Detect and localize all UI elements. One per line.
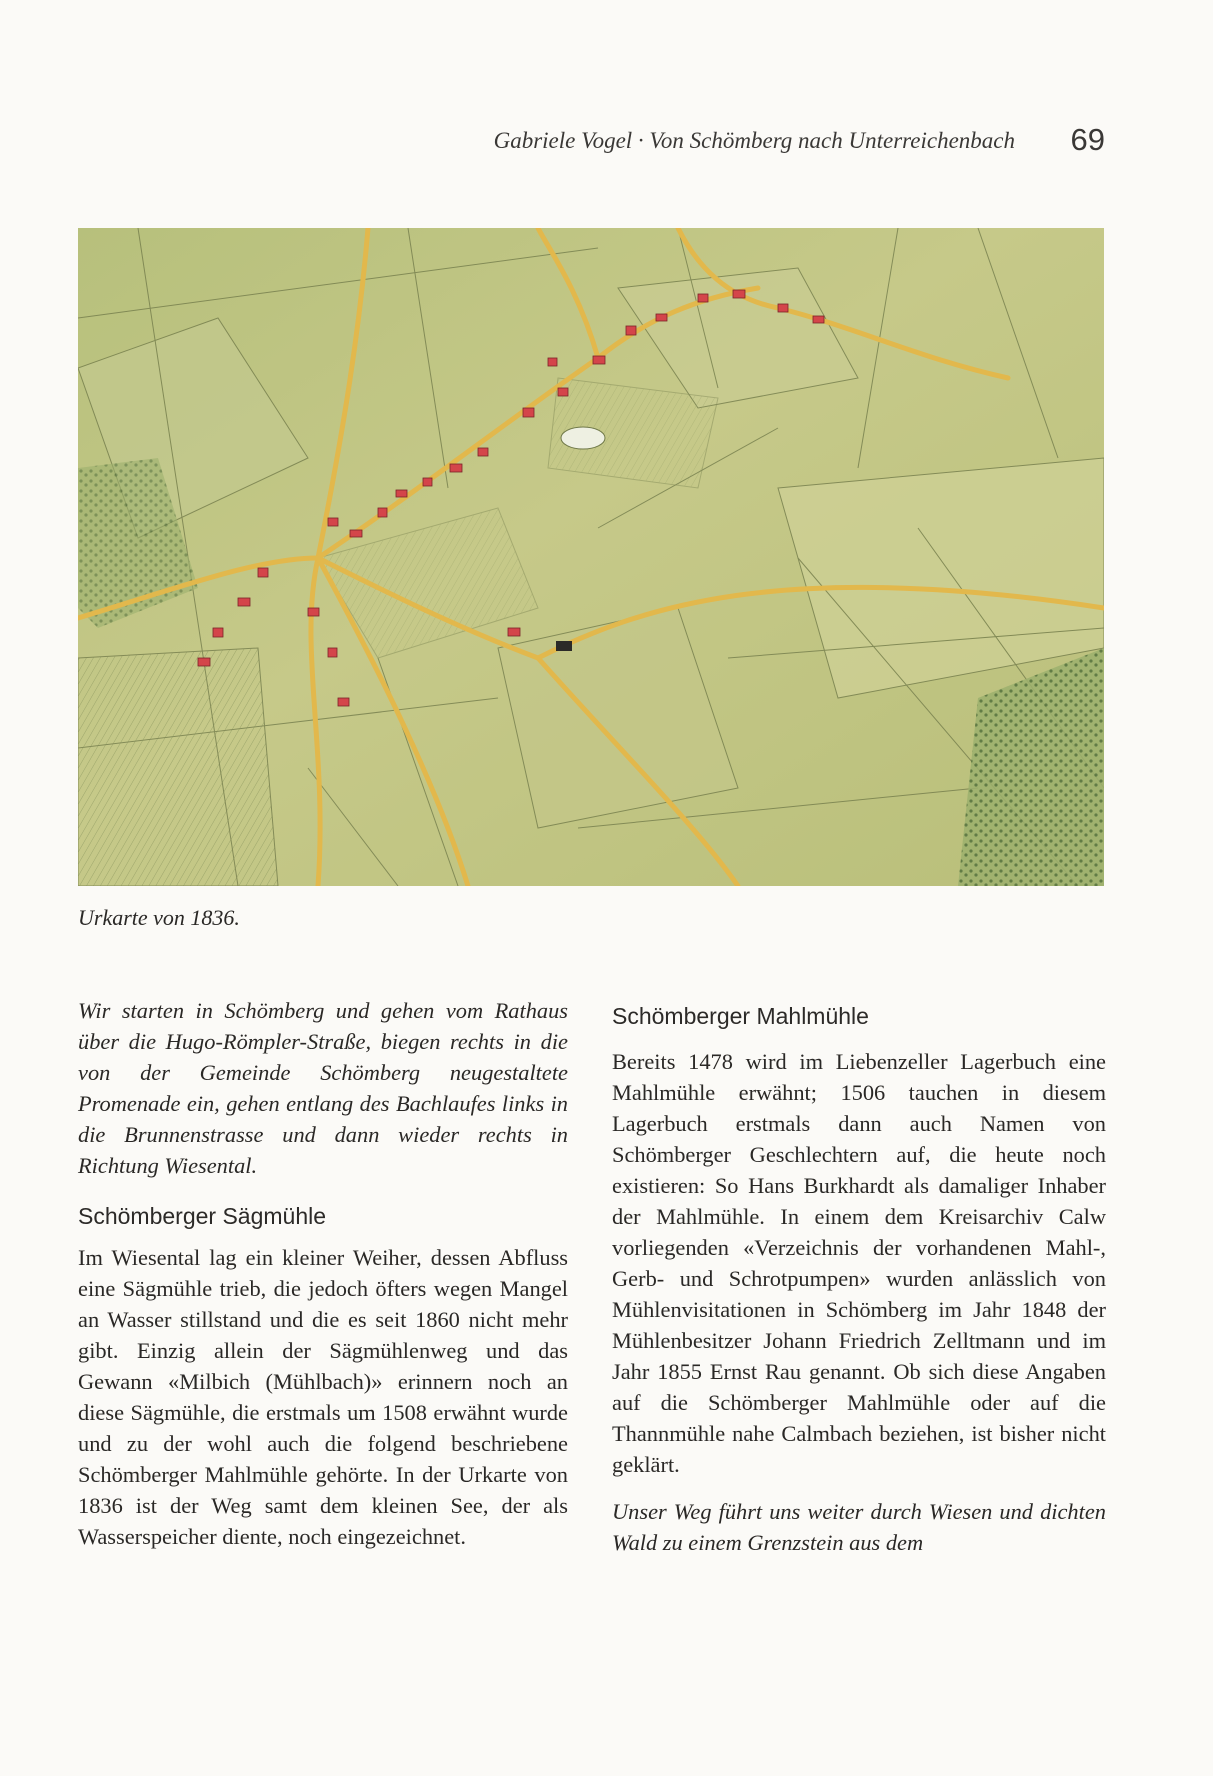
route-intro-text: Wir starten in Schömberg und gehen vom Rathaus über die Hugo-Römpler-Straße, biegen rechts in die von der Gemeinde Schömberg neugestaltete Promenade ein, gehen entlang des Bachlaufes links in die Brunnenstrasse und dann wieder rechts in Richtung Wiesental. [78,998,568,1178]
page-number: 69 [1070,122,1105,157]
saegmuehle-body-text: Im Wiesental lag ein kleiner Weiher, dessen Abfluss eine Sägmühle trieb, die jedoch öfters wegen Mangel an Wasser stillstand und die es seit 1860 nicht mehr gibt. Einzig allein der Sägmühlenweg und das Gewann «Milbich (Mühlbach)» erinnern noch an diese Sägmühle, die erstmals um 1508 erwähnt wurde und zu der wohl auch die folgend beschriebene Schömberger Mahlmühle gehörte. In der Urkarte von 1836 ist der Weg samt dem kleinen See, der als Wasserspeicher diente, noch eingezeichnet. [78,1245,568,1549]
pond [561,427,605,449]
figure-caption: Urkarte von 1836. [78,905,240,930]
route-continuation-text: Unser Weg führt uns weiter durch Wiesen und dichten Wald zu einem Grenzstein aus dem [612,1499,1106,1555]
running-header [70,122,1105,162]
historic-map-figure [78,228,1104,886]
left-column [78,995,568,1552]
right-column [612,1003,1106,1558]
mahlmuehle-body-text: Bereits 1478 wird im Liebenzeller Lagerbuch eine Mahlmühle erwähnt; 1506 tauchen in diesem Lagerbuch erstmals dann auch Namen von Schömberger Geschlechtern auf, die heute noch existieren: So Hans Burkhardt als damaliger Inhaber der Mahlmühle. In einem dem Kreisarchiv Calw vorliegenden «Verzeichnis der vorhandenen Mahl-, Gerb- und Schrotpumpen» wurden anlässlich von Mühlenvisitationen in Schömberg im Jahr 1848 der Mühlenbesitzer Johann Friedrich Zelltmann und im Jahr 1855 Ernst Rau genannt. Ob sich diese Angaben auf die Schömberger Mahlmühle oder auf die Thannmühle nahe Calmbach beziehen, ist bisher nicht geklärt. [612,1049,1106,1477]
mill-building [556,641,572,651]
running-title: Gabriele Vogel · Von Schömberg nach Unterreichenbach [493,128,1015,153]
urkarte-map-image [78,228,1104,886]
section-heading-saegmuehle: Schömberger Sägmühle [78,1203,327,1229]
section-heading-mahlmuehle: Schömberger Mahlmühle [612,1003,869,1029]
